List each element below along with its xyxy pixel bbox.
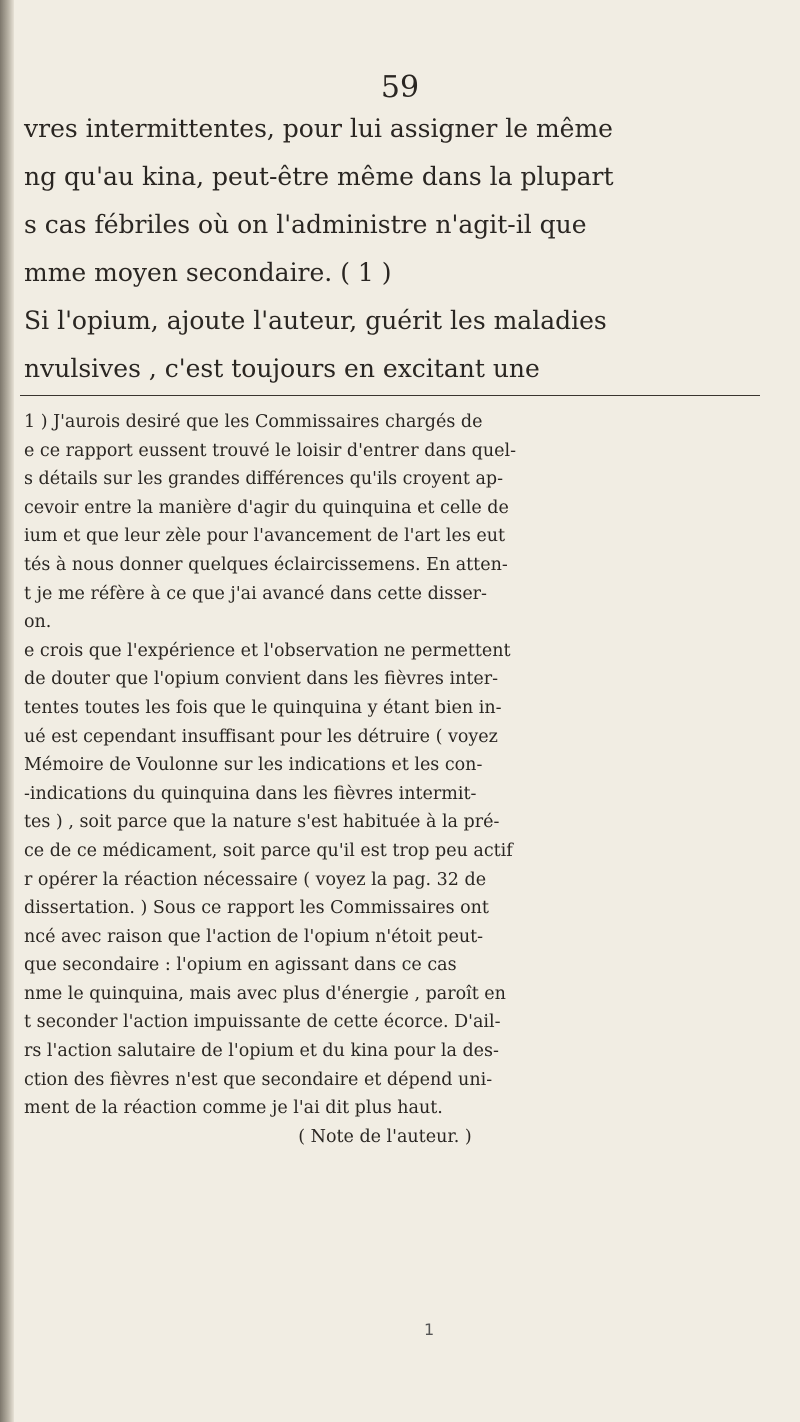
footnote-line: Mémoire de Voulonne sur les indications et les con- — [24, 755, 483, 776]
footnote-line: e crois que l'expérience et l'observation ne permettent — [24, 640, 511, 661]
footnote-line: nme le quinquina, mais avec plus d'énergie , paroît en — [24, 983, 506, 1004]
main-text — [0, 105, 780, 393]
main-text-line: Si l'opium, ajoute l'auteur, guérit les maladies — [24, 306, 607, 335]
footnote-line: tés à nous donner quelques éclaircissemens. En atten- — [24, 554, 508, 575]
main-text-line: vres intermittentes, pour lui assigner le même — [24, 114, 613, 143]
footnote-line: rs l'action salutaire de l'opium et du kina pour la des- — [24, 1041, 499, 1062]
footnote — [0, 408, 780, 1151]
footnote-line: on. — [24, 612, 52, 633]
main-text-line: ng qu'au kina, peut-être même dans la plupart — [24, 162, 614, 191]
footnote-line: 1 ) J'aurois desiré que les Commissaires chargés de — [24, 412, 483, 432]
main-text-line: s cas fébriles où on l'administre n'agit-il que — [24, 210, 587, 239]
footnote-separator — [20, 395, 760, 396]
signature-mark: 1 — [424, 1320, 435, 1339]
footnote-line: ction des fièvres n'est que secondaire et dépend uni- — [24, 1069, 493, 1090]
footnote-line: s détails sur les grandes différences qu'ils croyent ap- — [24, 469, 504, 490]
footnote-line: ncé avec raison que l'action de l'opium n'étoit peut- — [24, 926, 484, 947]
footnote-line: ce de ce médicament, soit parce qu'il est trop peu actif — [24, 840, 513, 861]
footnote-line: r opérer la réaction nécessaire ( voyez la pag. 32 de — [24, 869, 487, 890]
main-text-line: mme moyen secondaire. ( 1 ) — [24, 258, 392, 287]
main-text-line: nvulsives , c'est toujours en excitant une — [24, 354, 540, 383]
footnote-line: cevoir entre la manière d'agir du quinquina et celle de — [24, 497, 509, 518]
footnote-line: ué est cependant insuffisant pour les détruire ( voyez — [24, 726, 498, 747]
footnote-line: ium et que leur zèle pour l'avancement de l'art les eut — [24, 526, 506, 547]
footnote-line: tentes toutes les fois que le quinquina y étant bien in- — [24, 697, 502, 718]
footnote-attribution: ( Note de l'auteur. ) — [298, 1126, 472, 1147]
footnote-line: -indications du quinquina dans les fièvres intermit- — [24, 783, 477, 804]
footnote-line: tes ) , soit parce que la nature s'est habituée à la pré- — [24, 812, 500, 833]
footnote-line: que secondaire : l'opium en agissant dans ce cas — [24, 955, 457, 976]
page-number: 59 — [380, 70, 420, 105]
footnote-line: de douter que l'opium convient dans les fièvres inter- — [24, 669, 498, 690]
footnote-line: t seconder l'action impuissante de cette écorce. D'ail- — [24, 1012, 501, 1033]
footnote-line: t je me réfère à ce que j'ai avancé dans cette disser- — [24, 583, 487, 604]
footnote-line: dissertation. ) Sous ce rapport les Commissaires ont — [24, 898, 489, 919]
footnote-line: e ce rapport eussent trouvé le loisir d'entrer dans quel- — [24, 440, 517, 461]
footnote-line: ment de la réaction comme je l'ai dit plus haut. — [24, 1098, 443, 1119]
